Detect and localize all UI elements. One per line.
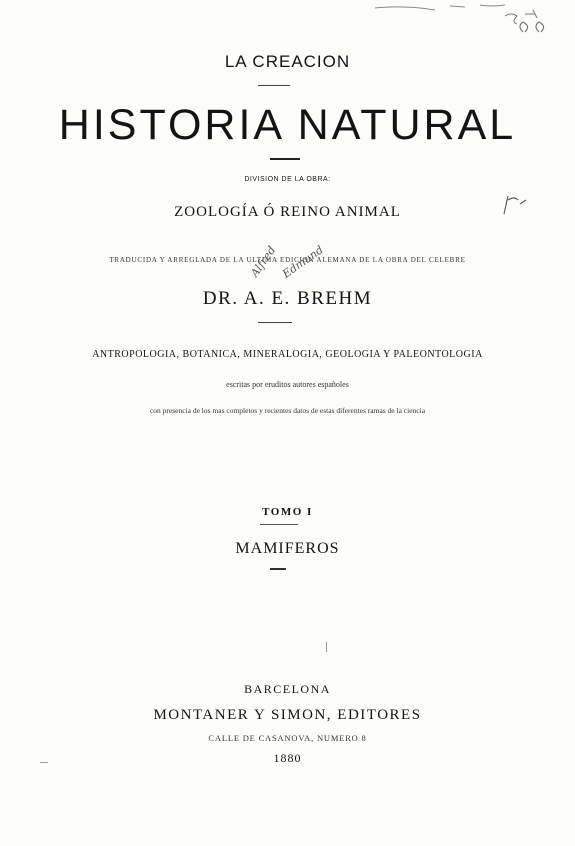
margin-mark <box>500 190 530 220</box>
divider <box>270 568 286 570</box>
presence-note: con presencia de los mas completos y recientes datos de estas diferentes ramas de la ciencia <box>149 406 426 415</box>
division-label: DIVISION DE LA OBRA: <box>244 176 331 183</box>
library-mark <box>355 2 565 42</box>
subjects: ANTROPOLOGIA, BOTANICA, MINERALOGIA, GEOLOGIA Y PALEONTOLOGIA <box>92 349 483 360</box>
written-by: escritas por eruditos autores españoles <box>226 380 349 389</box>
stray-mark <box>40 762 48 763</box>
volume-number: TOMO I <box>262 506 313 518</box>
divider <box>270 158 300 160</box>
divider <box>260 524 298 525</box>
author-name: DR. A. E. BREHM <box>202 288 373 309</box>
pre-title: LA CREACION <box>224 52 351 71</box>
publisher-address: CALLE DE CASANOVA, NUMERO 8 <box>208 733 367 743</box>
publication-city: BARCELONA <box>244 682 331 696</box>
volume-subject: MAMIFEROS <box>235 540 340 557</box>
division-name: ZOOLOGÍA Ó REINO ANIMAL <box>174 204 401 220</box>
stray-mark <box>326 642 327 652</box>
handwritten-annotation: Edmund <box>280 243 326 281</box>
publication-year: 1880 <box>273 751 302 765</box>
divider <box>258 322 292 323</box>
translation-note: TRADUCIDA Y ARREGLADA DE LA ULTIMA EDICION ALEMANA DE LA OBRA DEL CELEBRE <box>109 256 466 264</box>
handwritten-annotation: Alfred <box>248 243 279 280</box>
divider <box>258 85 290 86</box>
main-title: HISTORIA NATURAL <box>58 101 517 149</box>
publisher: MONTANER Y SIMON, EDITORES <box>153 707 422 723</box>
